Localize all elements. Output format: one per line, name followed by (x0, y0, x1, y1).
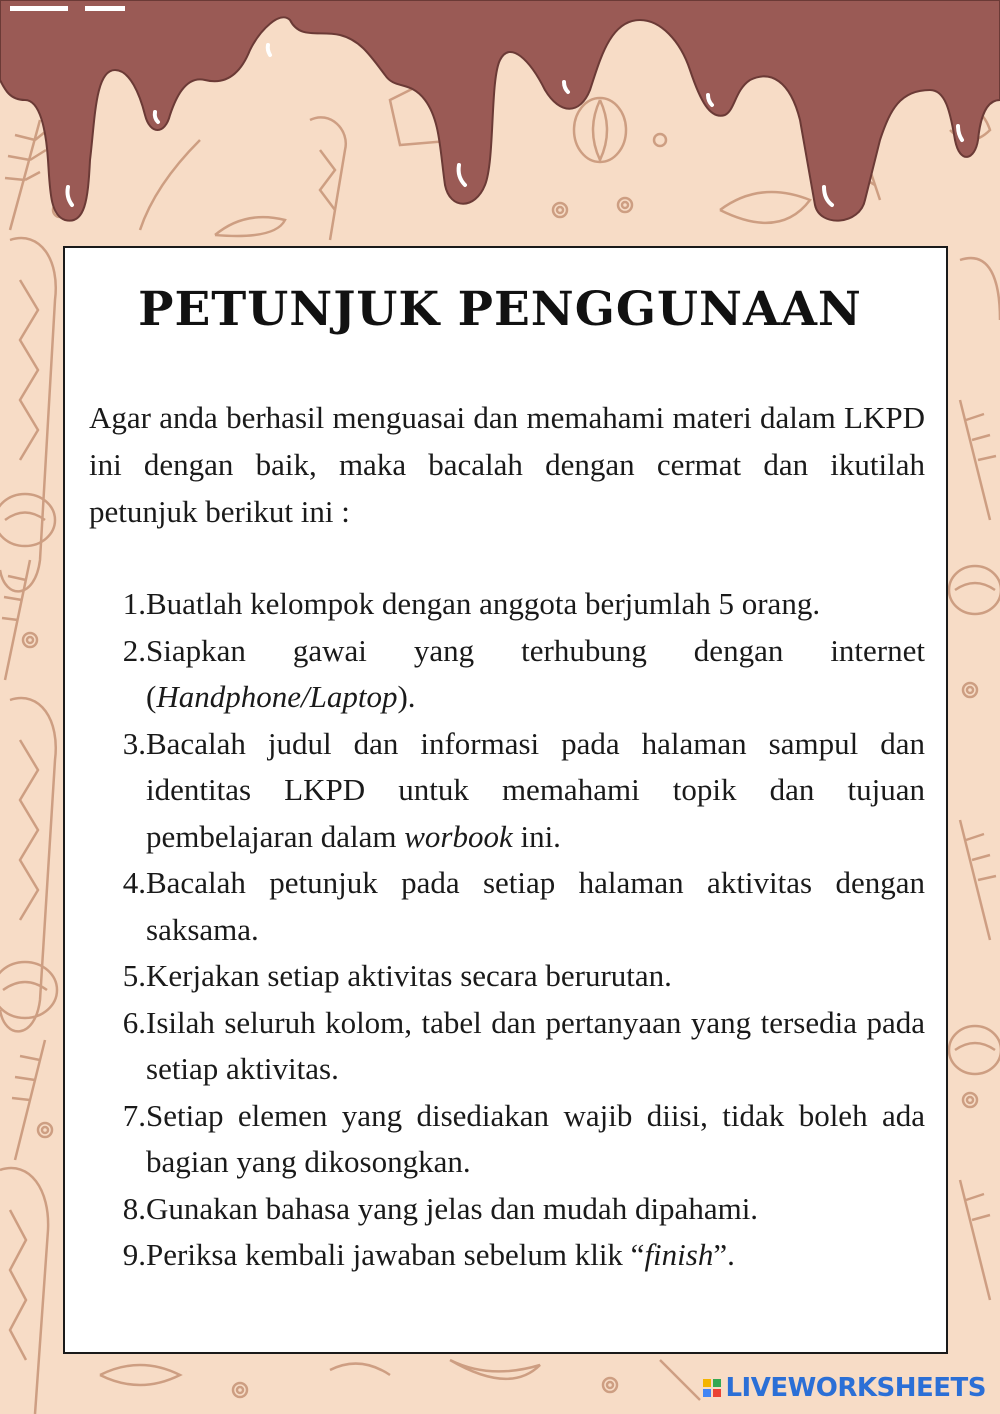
list-item (89, 581, 925, 628)
list-number: 4. (122, 865, 146, 900)
list-number: 8. (122, 1190, 146, 1226)
list-item (89, 860, 925, 953)
list-text-emphasis: Handphone/Laptop (156, 679, 398, 714)
page-title: PETUNJUK PENGGUNAAN (138, 282, 862, 337)
list-item (89, 1000, 925, 1093)
list-item (89, 1232, 925, 1279)
liveworksheets-logo-icon (703, 1379, 721, 1397)
list-text-part: Bacalah judul dan informasi pada halaman sampul dan identitas LKPD untuk memahami topik dan tujuan pembelajaran dalam (146, 725, 925, 854)
list-text: Isilah seluruh kolom, tabel dan pertanyaan yang tersedia pada setiap aktivitas. (146, 1004, 925, 1086)
list-number: 9. (122, 1237, 146, 1272)
list-text-emphasis: finish (644, 1237, 714, 1272)
list-text-part: ”. (713, 1237, 735, 1272)
list-number: 2. (122, 632, 146, 668)
list-item (89, 1093, 925, 1186)
list-text: Setiap elemen yang disediakan wajib diisi, tidak boleh ada bagian yang dikosongkan. (146, 1097, 925, 1179)
list-item (89, 628, 925, 721)
brand-text: LIVEWORKSHEETS (725, 1373, 986, 1403)
list-number: 5. (122, 958, 146, 993)
list-text (146, 721, 925, 861)
chocolate-drip-decoration (0, 0, 1000, 240)
list-text-part: ). (397, 679, 416, 714)
list-text (146, 1232, 925, 1279)
list-text-part: ini. (512, 818, 561, 854)
intro-paragraph: Agar anda berhasil menguasai dan memahami materi dalam LKPD ini dengan baik, maka bacalah dengan cermat dan ikutilah petunjuk berikut ini : (89, 400, 925, 529)
list-item (89, 953, 925, 1000)
instruction-list (89, 581, 925, 1279)
list-item (89, 721, 925, 861)
liveworksheets-watermark[interactable] (703, 1373, 986, 1403)
list-text: Buatlah kelompok dengan anggota berjumlah 5 orang. (146, 586, 821, 621)
list-number: 1. (122, 586, 146, 621)
list-number: 6. (122, 1004, 146, 1040)
list-text: Bacalah petunjuk pada setiap halaman aktivitas dengan saksama. (146, 865, 925, 947)
list-number: 3. (122, 725, 146, 761)
list-text: Kerjakan setiap aktivitas secara berurutan. (146, 958, 672, 993)
list-text (146, 628, 925, 721)
list-number: 7. (122, 1097, 146, 1133)
list-text-part: Periksa kembali jawaban sebelum klik “ (146, 1237, 645, 1272)
list-text-part: Siapkan gawai yang terhubung dengan internet ( (146, 632, 925, 714)
list-text: Gunakan bahasa yang jelas dan mudah dipahami. (146, 1190, 759, 1226)
list-item (89, 1186, 925, 1233)
list-text-emphasis: worbook (404, 818, 513, 854)
